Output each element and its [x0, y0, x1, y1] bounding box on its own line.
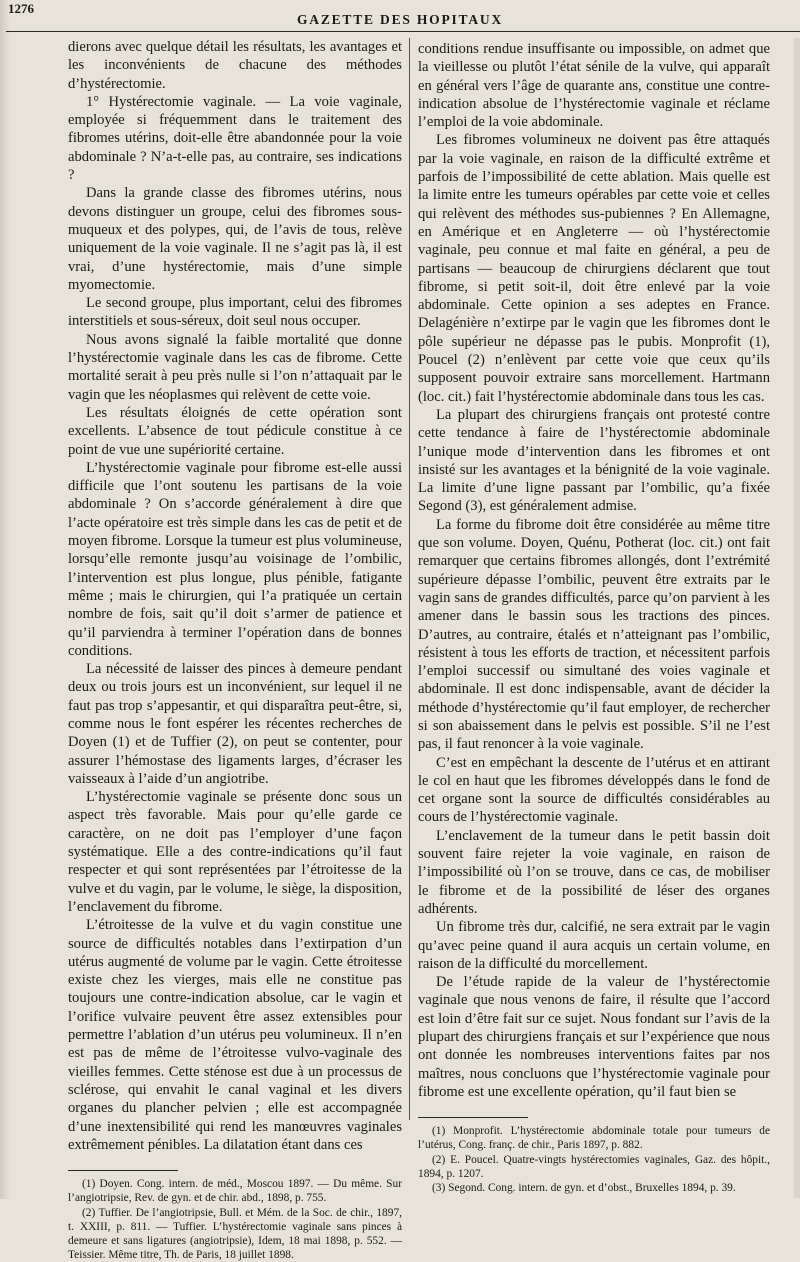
column-divider: [409, 38, 410, 1120]
left-footnotes: [68, 1177, 402, 1262]
binding-shadow: [0, 0, 10, 1199]
right-footnotes: [418, 1124, 770, 1195]
paragraph: La nécessité de laisser des pinces à demeure pendant deux ou trois jours est un inconvénient, sur lequel il ne faut pas trop s’appesantir, et qui disparaîtra peut-être, si, comme nous le font espérer les récentes recherches de Doyen (1) et de Tuffier (2), on peut se contenter, pour assurer l’hémostase des ligaments larges, d’écraser les vaisseaux à l’aide d’un angiotribe.: [68, 661, 402, 787]
footnote: (2) E. Poucel. Quatre-vingts hystérectomies vaginales, Gaz. des hôpit., 1894, p. 1207.: [418, 1153, 770, 1180]
footnote: (2) Tuffier. De l’angiotripsie, Bull. et Mém. de la Soc. de chir., 1897, t. XXIII, p. 811. — Tuffier. L’hystérectomie vaginale sans pinces à demeure et sans ligatures (angiotripsie), Idem, 18 mai 1898, p. 552. — Teissier. Même titre, Th. de Paris, 18 juillet 1898.: [68, 1206, 402, 1262]
paragraph: La forme du fibrome doit être considérée au même titre que son volume. Doyen, Quénu, Potherat (loc. cit.) ont fait remarquer que certains fibromes allongés, dont l’extrémité supérieure dépasse l’ombilic, peuvent être extraits par le vagin sans de grandes difficultés, parce qu’on parvient à les amener dans le bassin sous les tractions des pinces. D’autres, au contraire, étalés et n’atteignant pas l’ombilic, résistent à tous les efforts de traction, et nécessitent parfois l’emploi successif ou simultané des voies vaginale et abdominale. Il est donc indispensable, avant de décider la méthode d’hystérectomie qu’il faut employer, de rechercher si son abaissement dans le pelvis est possible. S’il ne l’est pas, il faut renoncer à la voie vaginale.: [418, 516, 770, 753]
paragraph: L’étroitesse de la vulve et du vagin constitue une source de difficultés notables dans l’extirpation d’un utérus augmenté de volume par le vagin. Cette étroitesse existe chez les vierges, mais elle ne constitue pas toujours une contre-indication absolue, car le vagin et l’orifice vulvaire peuvent être assez extensibles pour permettre l’ablation d’un utérus peu volumineux. Il n’en est pas de même de l’étroitesse vulvo-vaginale des vieilles femmes. Cette sténose est due à un processus de sclérose, qui envahit le canal vaginal et les divers organes du plancher pelvien ; elle est accompagnée d’une inextensibilité qui rend les manœuvres vaginales extrêmement pénibles. La dilatation étant dans ces: [68, 917, 402, 1153]
paragraph: L’hystérectomie vaginale pour fibrome est-elle aussi difficile que l’ont soutenu les partisans de la voie abdominale ? On s’accorde généralement à dire que l’acte opératoire est très simple dans les cas de petit et de moyen fibrome. Lorsque la tumeur est plus volumineuse, lorsqu’elle remonte jusqu’au voisinage de l’ombilic, l’intervention est plus longue, plus pénible, fatigante même ; mais le chirurgien, qui l’a pratiquée un certain nombre de fois, sait qu’il doit s’armer de patience et qu’il parviendra à terminer l’opération dans de bonnes conditions.: [68, 459, 402, 659]
footnote: (1) Doyen. Cong. intern. de méd., Moscou 1897. — Du même. Sur l’angiotripsie, Rev. de gyn. et de chir. abd., 1898, p. 755.: [68, 1178, 402, 1205]
right-column: [418, 40, 770, 1195]
paragraph: Les résultats éloignés de cette opération sont excellents. L’absence de tout pédicule constitue à ce point de vue une supériorité certaine.: [68, 404, 402, 458]
paragraph: Les fibromes volumineux ne doivent pas être attaqués par la voie vaginale, en raison de la difficulté extrême et parfois de l’impossibilité de cette ablation. Mais quelle est la limite entre les tumeurs opérables par cette voie et celles qui relèvent des méthodes sus-pubiennes ? En Allemagne, en Amérique et en Angleterre — où l’hystérectomie vaginale, peu connue et mal faite en général, a peu de partisans — beaucoup de chirurgiens déclarent que tout fibrome, si petit soit-il, doit être enlevé par la voie abdominale. Cette opinion a ses adeptes en France. Delagénière n’extirpe par le vagin que les fibromes dont le pôle supérieur ne dépasse pas le pubis. Monprofit (1), Poucel (2) n’enlèvent par cette voie que ceux qu’ils supposent pouvoir extraire sans morcellement. Hartmann (loc. cit.) fait l’hystérectomie abdominale dans tous les cas.: [418, 132, 770, 405]
header-rule: [6, 31, 800, 32]
paragraph: L’hystérectomie vaginale se présente donc sous un aspect très favorable. Mais pour qu’elle garde ce caractère, on ne doit pas l’employer d’une façon systématique. Elle a des contre-indications qu’il faut respecter et qui sont représentées par l’étroitesse de la vulve et du vagin, par le volume, le siège, la disposition, l’enclavement du fibrome.: [68, 789, 402, 915]
paragraph: 1° Hystérectomie vaginale. — La voie vaginale, employée si fréquemment dans le traitement des fibromes utérins, doit-elle être abandonnée pour la voie abdominale ? N’a-t-elle pas, au contraire, ses indications ?: [68, 93, 402, 184]
paragraph: L’enclavement de la tumeur dans le petit bassin doit souvent faire rejeter la voie vaginale, en raison de l’impossibilité où l’on se trouve, dans ce cas, de mobiliser le fibrome et de la possibilité de léser des organes adhérents.: [418, 827, 770, 917]
footnote: (3) Segond. Cong. intern. de gyn. et d’obst., Bruxelles 1894, p. 39.: [432, 1182, 736, 1195]
page-number: 1276: [8, 1, 34, 16]
paragraph: Le second groupe, plus important, celui des fibromes interstitiels et sous-séreux, doit seul nous occuper.: [68, 295, 402, 330]
paragraph: Nous avons signalé la faible mortalité que donne l’hystérectomie vaginale dans les cas de fibrome. Cette mortalité serait à peu près nulle si l’on n’attaquait par le vagin que les néoplasmes qui relèvent de cette voie.: [68, 331, 402, 403]
left-column: [68, 38, 402, 1262]
page-edge: [794, 38, 800, 1198]
paragraph: C’est en empêchant la descente de l’utérus et en attirant le col en haut que les fibromes développés dans le fond de cet organe sont la source de difficultés considérables au cours de l’hystérectomie vaginale.: [418, 754, 770, 826]
footnote-rule: [68, 1170, 178, 1171]
paragraph: conditions rendue insuffisante ou impossible, on admet que la vieillesse ou plutôt l’état sénile de la vulve, qui apparaît en général vers l’âge de quarante ans, constitue une contre-indication absolue de l’hystérectomie vaginale et réclame l’emploi de la voie abdominale.: [418, 41, 770, 131]
paragraph: Dans la grande classe des fibromes utérins, nous devons distinguer un groupe, celui des fibromes sous-muqueux et des polypes, qui, de l’avis de tous, relève uniquement de la voie vaginale. Il ne s’agit pas là, il est vrai, d’une hystérectomie, mais d’une simple myomectomie.: [68, 185, 402, 293]
paragraph: De l’étude rapide de la valeur de l’hystérectomie vaginale que nous venons de faire, il résulte que l’accord est loin d’être fait sur ce sujet. Nous fondant sur l’avis de la plupart des chirurgiens français et sur l’expérience que nous ont donnée les nombreuses interventions faites par nos maîtres, nous concluons que l’hystérectomie vaginale pour fibrome est une excellente opération, qu’il faut bien se: [418, 974, 770, 1100]
footnote: (1) Monprofit. L’hystérectomie abdominale totale pour tumeurs de l’utérus, Cong. franç. de chir., Paris 1897, p. 882.: [418, 1125, 770, 1152]
paragraph: dierons avec quelque détail les résultats, les avantages et les inconvénients de chacune des méthodes d’hystérectomie.: [68, 39, 402, 92]
paragraph: La plupart des chirurgiens français ont protesté contre cette tendance à faire de l’hystérectomie abdominale l’unique mode d’intervention dans les fibromes et ont insisté sur les avantages et la bénignité de la voie vaginale. La limite d’une ligne passant par l’ombilic, qu’a fixée Segond (3), est généralement admise.: [418, 406, 770, 515]
footnote-rule: [418, 1117, 528, 1118]
paragraph: Un fibrome très dur, calcifié, ne sera extrait par le vagin qu’avec peine quand il aura acquis un certain volume, en raison de la difficulté du morcellement.: [418, 919, 770, 972]
running-title: GAZETTE DES HOPITAUX: [296, 12, 504, 27]
